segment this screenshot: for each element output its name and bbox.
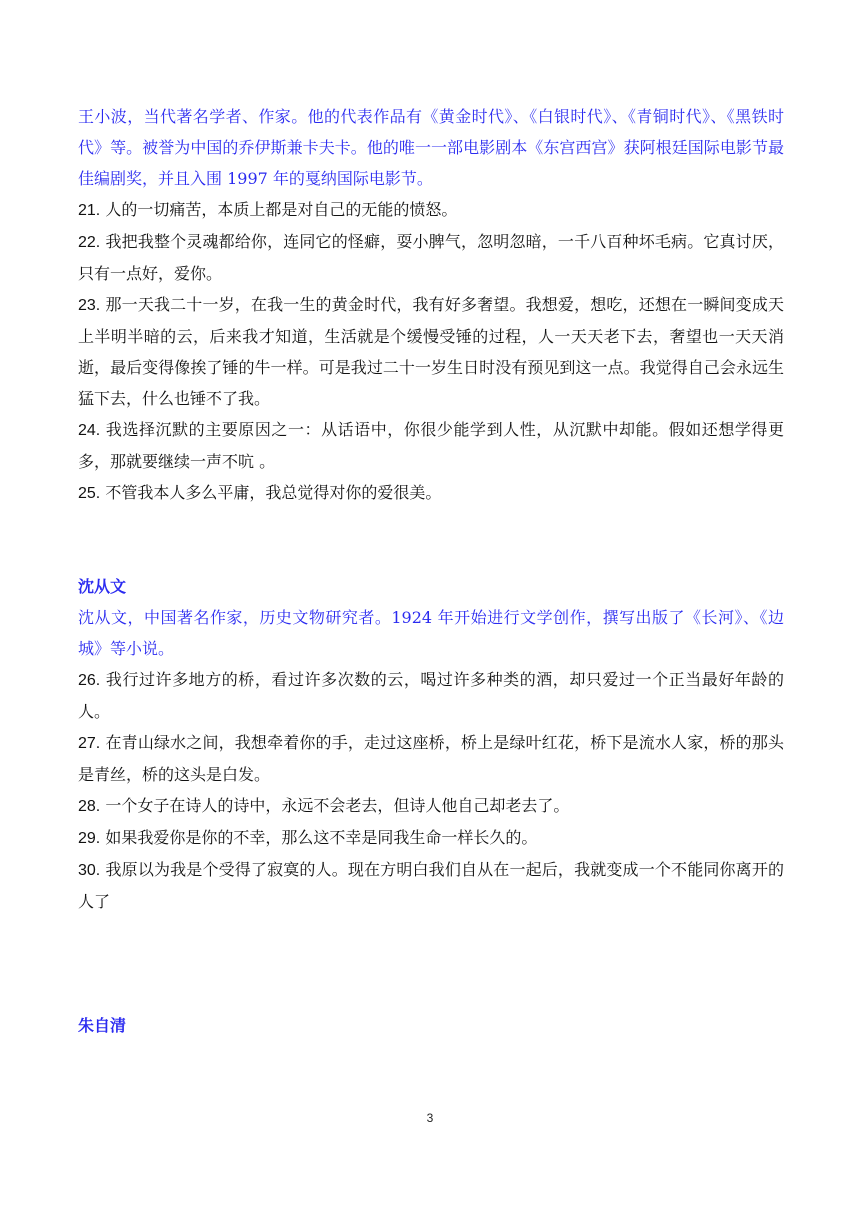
page-number: 3	[426, 1111, 434, 1125]
quote-text: 一个女子在诗人的诗中，永远不会老去，但诗人他自己却老去了。	[105, 796, 570, 815]
zhu-ziqing-heading: 朱自清	[78, 1016, 127, 1035]
quote-26	[78, 664, 784, 727]
quote-text: 不管我本人多么平庸，我总觉得对你的爱很美。	[105, 483, 442, 502]
document-page	[78, 101, 784, 1041]
quote-text: 我原以为我是个受得了寂寞的人。现在方明白我们自从在一起后，我就变成一个不能同你离开的人了	[78, 860, 784, 911]
quote-number: 29.	[78, 830, 101, 847]
quote-25	[78, 477, 784, 509]
quote-text: 如果我爱你是你的不幸，那么这不幸是同我生命一样长久的。	[105, 828, 538, 847]
quote-number: 25.	[78, 485, 101, 502]
quote-text: 我把我整个灵魂都给你，连同它的怪癖，耍小脾气，忽明忽暗，一千八百种坏毛病。它真讨厌，只有一点好，爱你。	[78, 232, 784, 283]
section-spacer	[78, 509, 784, 571]
quote-text: 我选择沉默的主要原因之一：从话语中，你很少能学到人性，从沉默中却能。假如还想学得更多，那就要继续一声不吭 。	[78, 420, 784, 471]
quote-27	[78, 727, 784, 790]
quote-text: 人的一切痛苦，本质上都是对自己的无能的愤怒。	[105, 200, 458, 219]
quote-23	[78, 289, 784, 414]
shen-congwen-intro: 沈从文，中国著名作家，历史文物研究者。1924 年开始进行文学创作，撰写出版了《长河》、《边城》等小说。	[78, 608, 784, 658]
quote-number: 22.	[78, 234, 101, 251]
quote-number: 21.	[78, 202, 101, 219]
quote-number: 30.	[78, 862, 101, 879]
quote-number: 24.	[78, 422, 101, 439]
quote-number: 26.	[78, 672, 101, 689]
quote-21	[78, 194, 784, 226]
quote-text: 我行过许多地方的桥，看过许多次数的云，喝过许多种类的酒，却只爱过一个正当最好年龄的人。	[78, 670, 784, 721]
section-spacer	[78, 917, 784, 1010]
quote-29	[78, 822, 784, 854]
quote-text: 那一天我二十一岁，在我一生的黄金时代，我有好多奢望。我想爱，想吃，还想在一瞬间变成天上半明半暗的云，后来我才知道，生活就是个缓慢受锤的过程，人一天天老下去，奢望也一天天消逝，最后变得像挨了锤的牛一样。可是我过二十一岁生日时没有预见到这一点。我觉得自己会永远生猛下去，什么也锤不了我。	[78, 295, 784, 408]
shen-congwen-heading: 沈从文	[78, 577, 127, 596]
quote-28	[78, 790, 784, 822]
quote-number: 28.	[78, 798, 101, 815]
quote-text: 在青山绿水之间，我想牵着你的手，走过这座桥，桥上是绿叶红花，桥下是流水人家，桥的那头是青丝，桥的这头是白发。	[78, 733, 784, 784]
quote-30	[78, 854, 784, 917]
quote-number: 27.	[78, 735, 101, 752]
quote-24	[78, 414, 784, 477]
quote-22	[78, 226, 784, 289]
wang-xiaobo-intro: 王小波，当代著名学者、作家。他的代表作品有《黄金时代》、《白银时代》、《青铜时代》、《黑铁时代》等。被誉为中国的乔伊斯兼卡夫卡。他的唯一一部电影剧本《东宫西宫》获阿根廷国际电影节最佳编剧奖，并且入围 1997 年的戛纳国际电影节。	[78, 107, 784, 188]
quote-number: 23.	[78, 297, 101, 314]
